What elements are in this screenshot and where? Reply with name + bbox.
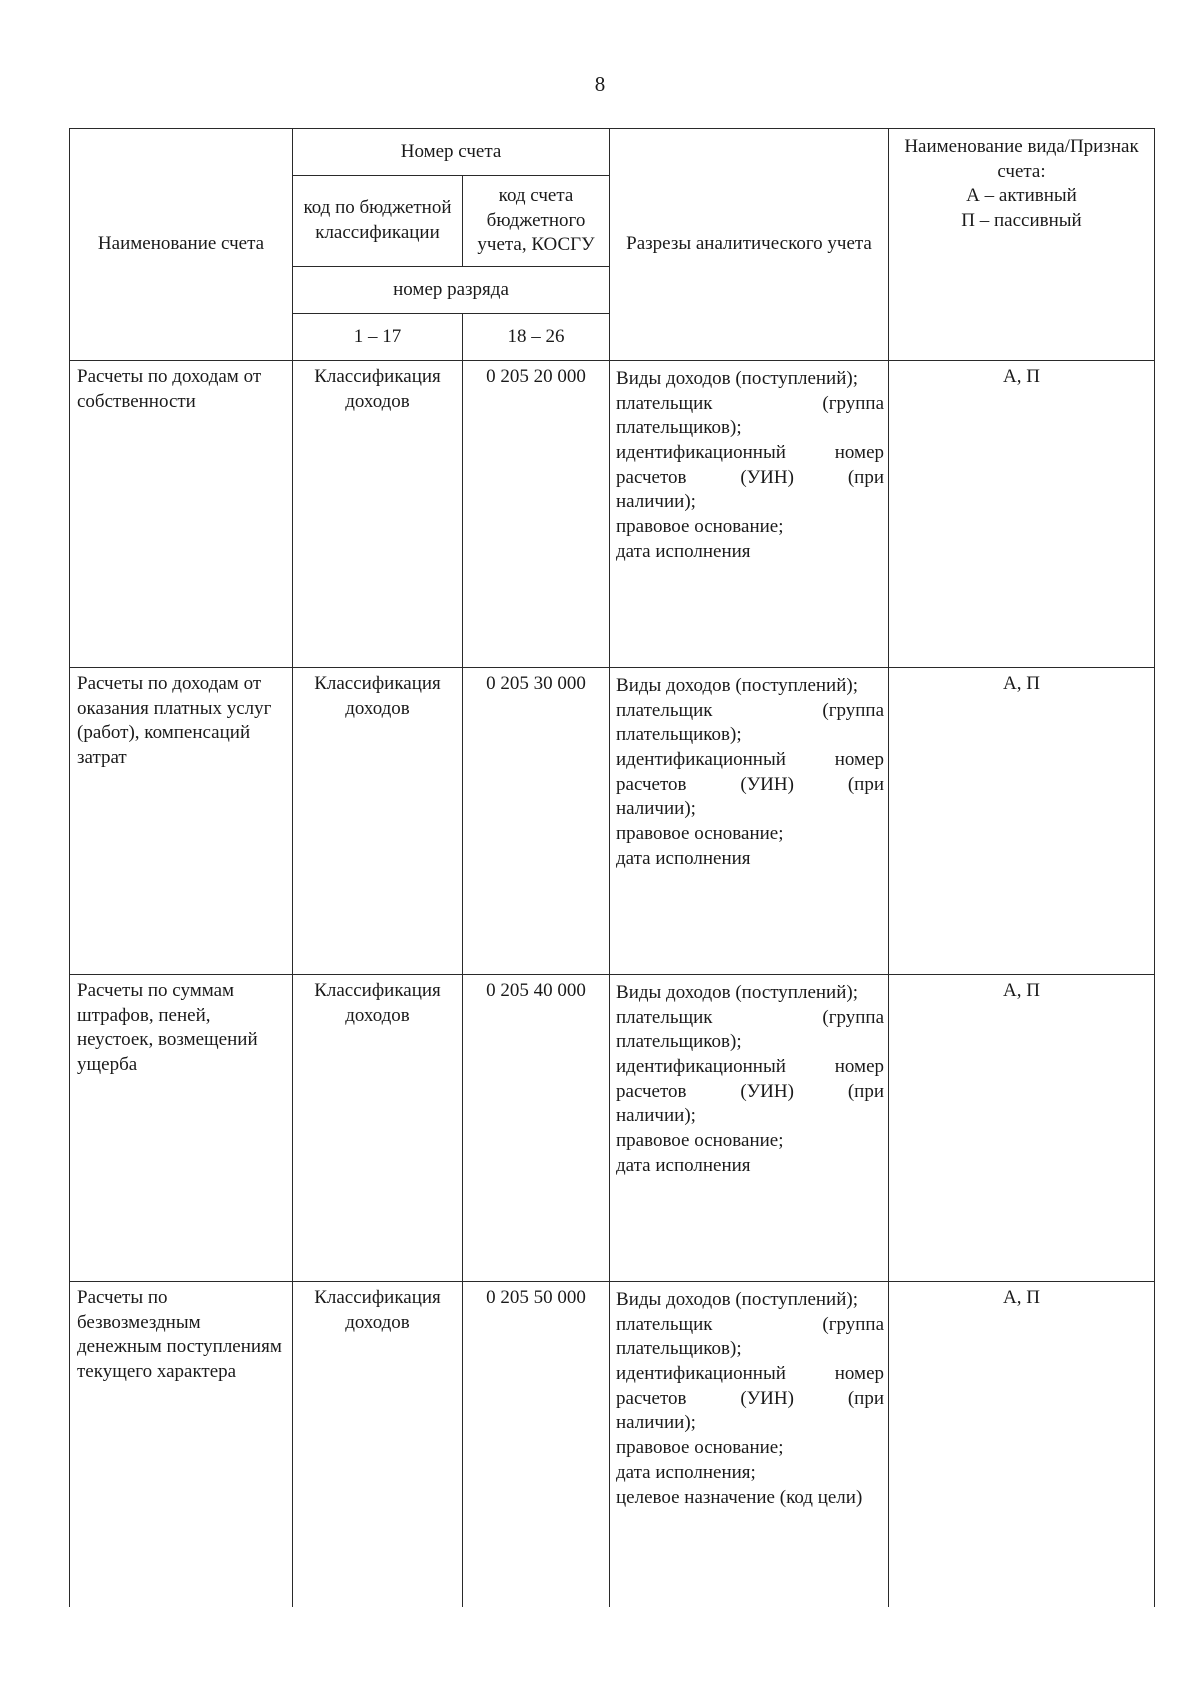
analytics-item: наличии); (616, 798, 696, 820)
header-budget-class-code: код по бюджетной классификации (293, 176, 463, 267)
header-digit-number: номер разряда (293, 267, 610, 314)
classification: Классификация доходов (293, 1282, 463, 1608)
analytics-item: идентификационный номер (616, 1363, 885, 1385)
analytics-list (610, 975, 889, 1282)
analytics-item: Виды доходов (поступлений); (616, 982, 858, 1003)
analytics-item: расчетов (УИН) (при (616, 1080, 885, 1102)
header-row-1 (70, 129, 1155, 176)
analytics-item: идентификационный номер (616, 749, 885, 771)
account-code: 0 205 40 000 (463, 975, 610, 1282)
table-row (70, 975, 1155, 1282)
analytics-item: дата исполнения (616, 540, 751, 562)
analytics-item: Виды доходов (поступлений); (616, 1289, 858, 1310)
accounts-table (69, 128, 1155, 1607)
account-name: Расчеты по доходам от оказания платных услуг (работ), компенсаций затрат (70, 668, 293, 975)
header-sign-active: А – активный (966, 185, 1077, 207)
analytics-item: плательщиков); (616, 417, 742, 439)
analytics-item: наличии); (616, 1105, 696, 1127)
header-digits-2: 18 – 26 (463, 314, 610, 361)
account-code: 0 205 50 000 (463, 1282, 610, 1608)
analytics-item: дата исполнения; (616, 1461, 756, 1483)
analytics-list (610, 361, 889, 668)
analytics-item: плательщиков); (616, 1031, 742, 1053)
table-row (70, 1282, 1155, 1608)
analytics-list (610, 1282, 889, 1608)
analytics-item: идентификационный номер (616, 442, 885, 464)
analytics-item: плательщик (группа (616, 392, 885, 414)
table-row (70, 668, 1155, 975)
analytics-item: плательщик (группа (616, 1313, 885, 1335)
table-row (70, 361, 1155, 668)
account-code: 0 205 30 000 (463, 668, 610, 975)
header-sign (889, 129, 1155, 361)
analytics-item: идентификационный номер (616, 1056, 885, 1078)
analytics-item: правовое основание; (616, 516, 784, 538)
account-name: Расчеты по доходам от собственности (70, 361, 293, 668)
account-code: 0 205 20 000 (463, 361, 610, 668)
analytics-item: расчетов (УИН) (при (616, 773, 885, 795)
analytics-item: Виды доходов (поступлений); (616, 675, 858, 696)
analytics-item: целевое назначение (код цели) (616, 1486, 863, 1508)
analytics-item: дата исполнения (616, 1154, 751, 1176)
header-analytics: Разрезы аналитического учета (610, 129, 889, 361)
analytics-list (610, 668, 889, 975)
analytics-item: Виды доходов (поступлений); (616, 368, 858, 389)
analytics-item: плательщиков); (616, 1338, 742, 1360)
header-sign-passive: П – пассивный (961, 210, 1082, 232)
analytics-item: правовое основание; (616, 1437, 784, 1459)
analytics-item: плательщиков); (616, 724, 742, 746)
header-account-name: Наименование счета (70, 129, 293, 361)
analytics-item: расчетов (УИН) (при (616, 1387, 885, 1409)
account-sign: А, П (889, 361, 1155, 668)
analytics-item: плательщик (группа (616, 699, 885, 721)
analytics-item: правовое основание; (616, 1130, 784, 1152)
header-digits-1: 1 – 17 (293, 314, 463, 361)
account-name: Расчеты по суммам штрафов, пеней, неустоек, возмещений ущерба (70, 975, 293, 1282)
analytics-item: плательщик (группа (616, 1006, 885, 1028)
page-number: 8 (594, 72, 606, 96)
classification: Классификация доходов (293, 975, 463, 1282)
analytics-item: правовое основание; (616, 823, 784, 845)
account-name: Расчеты по безвозмездным денежным поступлениям текущего характера (70, 1282, 293, 1608)
classification: Классификация доходов (293, 361, 463, 668)
classification: Классификация доходов (293, 668, 463, 975)
header-accounting-code: код счета бюджетного учета, КОСГУ (463, 176, 610, 267)
analytics-item: дата исполнения (616, 847, 751, 869)
account-sign: А, П (889, 668, 1155, 975)
header-account-number: Номер счета (293, 129, 610, 176)
analytics-item: расчетов (УИН) (при (616, 466, 885, 488)
analytics-item: наличии); (616, 491, 696, 513)
account-sign: А, П (889, 975, 1155, 1282)
account-sign: А, П (889, 1282, 1155, 1608)
header-sign-title: Наименование вида/Признак счета: (904, 136, 1139, 182)
analytics-item: наличии); (616, 1412, 696, 1434)
